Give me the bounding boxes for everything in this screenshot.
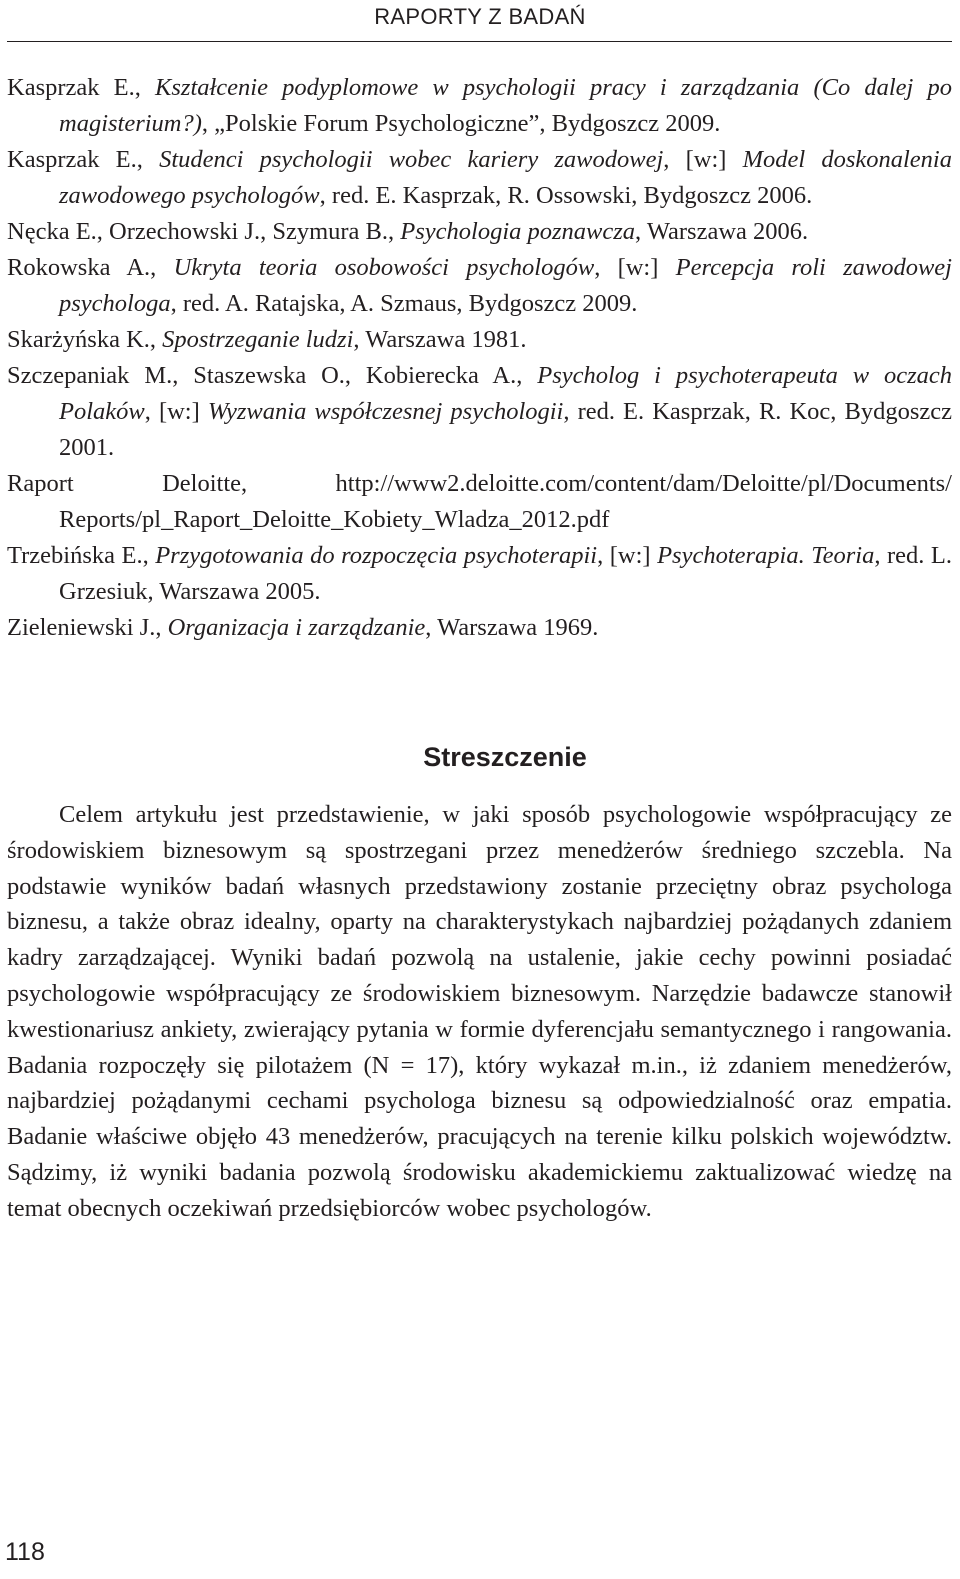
reference-title: Spostrzeganie ludzi: [162, 326, 354, 353]
reference-text: , [w:]: [594, 254, 676, 281]
abstract-text: Celem artykułu jest przedstawienie, w jaki sposób psychologowie współpracujący ze środowiskiem biznesowym są spostrzegani przez menedżerów średniego szczebla. Na podstawie wyników badań własnych przedstawiony zostanie przeciętny obraz psychologa biznesu, a także obraz idealny, oparty na charakterystykach najbardziej pożądanych zdaniem kadry zarządzającej. Wyniki badań pozwolą na ustalenie, jakie cechy powinni posiadać psychologowie współpracujący ze środowiskiem biznesowym. Narzędzie badawcze stanowił kwestionariusz ankiety, zwierający pytania w formie dyferencjału semantycznego i rangowania. Badania rozpoczęły się pilotażem (N = 17), który wykazał m.in., iż zdaniem menedżerów, najbardziej pożądanymi cechami psychologa biznesu są odpowiedzialność oraz empatia. Badanie właściwe objęło 43 menedżerów, pracujących na terenie kilku polskich województw. Sądzimy, iż wyniki badania pozwolą środowisku akademickiemu zaktualizować wiedzę na temat obecnych oczekiwań przedsiębiorców wobec psychologów.: [7, 801, 952, 1222]
reference-title: Model doskonalenia zawodowego psychologów: [59, 146, 952, 209]
reference-text: , [w:]: [663, 146, 743, 173]
reference-entry: [7, 70, 952, 142]
reference-text: , Warszawa 1981.: [353, 326, 527, 353]
reference-text: , red. E. Kasprzak, R. Ossowski, Bydgoszcz 2006.: [319, 182, 813, 209]
reference-entry: [7, 322, 952, 358]
reference-title: Percepcja roli zawodowej psychologa: [59, 254, 952, 317]
reference-text: Skarżyńska K.,: [7, 326, 163, 353]
reference-title: Psycholog i psychoterapeuta w oczach Polaków: [59, 362, 952, 425]
reference-entry: [7, 610, 952, 646]
reference-title: Psychologia poznawcza: [400, 218, 636, 245]
header-divider: [7, 41, 952, 42]
reference-title: Przygotowania do rozpoczęcia psychoterapii: [155, 542, 598, 569]
running-title: RAPORTY Z BADAŃ: [374, 4, 586, 29]
reference-title: Organizacja i zarządzanie: [167, 614, 426, 641]
reference-text: , red. A. Ratajska, A. Szmaus, Bydgoszcz 2009.: [170, 290, 638, 317]
reference-entry: [7, 142, 952, 214]
reference-text: , „Polskie Forum Psychologiczne”, Bydgoszcz 2009.: [201, 110, 721, 137]
reference-entry: [7, 358, 952, 466]
reference-text: Rokowska A.,: [7, 254, 174, 281]
reference-text: Szczepaniak M., Staszewska O., Kobierecka A.,: [7, 362, 538, 389]
reference-title: Wyzwania współczesnej psychologii: [207, 398, 564, 425]
reference-text: Kasprzak E.,: [7, 146, 160, 173]
reference-text: , [w:]: [597, 542, 658, 569]
reference-text: , Warszawa 2006.: [635, 218, 809, 245]
reference-title: Studenci psychologii wobec kariery zawodowej: [159, 146, 664, 173]
reference-text: Kasprzak E.,: [7, 74, 156, 101]
reference-entry: [7, 214, 952, 250]
reference-text: Zieleniewski J.,: [7, 614, 168, 641]
page-number: 118: [5, 1538, 45, 1566]
reference-title: Ukryta teoria osobowości psychologów: [173, 254, 595, 281]
reference-text: , Warszawa 1969.: [425, 614, 599, 641]
reference-entry: [7, 250, 952, 322]
reference-text: , [w:]: [144, 398, 208, 425]
reference-title: Psychoterapia. Teoria: [657, 542, 875, 569]
reference-text: Raport Deloitte, http://www2.deloitte.com/content/dam/Deloitte/pl/Documents/ Reports/pl_Raport_Deloitte_Kobiety_Wladza_2012.pdf: [7, 470, 952, 533]
reference-entry: [7, 466, 952, 538]
abstract-heading: Streszczenie: [423, 742, 587, 772]
reference-text: Trzebińska E.,: [7, 542, 156, 569]
reference-text: Nęcka E., Orzechowski J., Szymura B.,: [7, 218, 401, 245]
references-list: [7, 70, 952, 646]
reference-title: Kształcenie podyplomowe w psychologii pracy i zarządzania (Co dalej po magisterium?): [59, 74, 952, 137]
reference-text: , red. L. Grzesiuk, Warszawa 2005.: [59, 542, 952, 605]
reference-entry: [7, 538, 952, 610]
reference-text: , red. E. Kasprzak, R. Koc, Bydgoszcz 2001.: [59, 398, 952, 461]
